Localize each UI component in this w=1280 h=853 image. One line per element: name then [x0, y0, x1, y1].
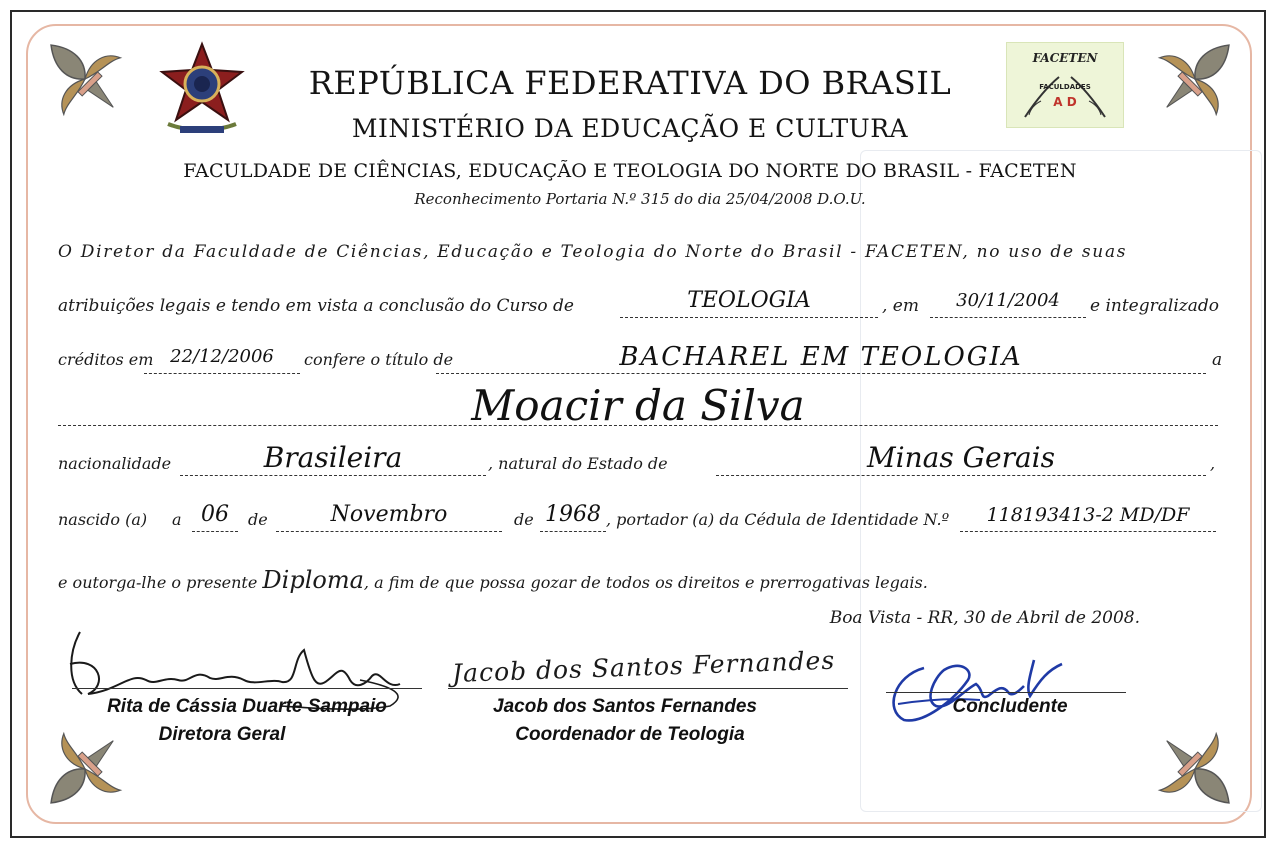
nationality-value: Brasileira: [263, 441, 403, 474]
degree-title-value: BACHAREL EM TEOLOGIA: [619, 342, 1023, 372]
course-value: TEOLOGIA: [687, 288, 811, 313]
state-field: [716, 442, 1206, 476]
id-number-field: [960, 502, 1216, 532]
born-label: nascido (a): [58, 510, 148, 529]
born-de-label-2: de: [514, 510, 534, 529]
body-line-3-mid: confere o título de: [304, 350, 454, 369]
birth-month-value: Novembro: [330, 502, 448, 527]
coordinator-role: Coordenador de Teologia: [515, 724, 745, 745]
body-line-5-suffix: ,: [1210, 454, 1216, 473]
birth-day-value: 06: [201, 502, 229, 527]
fleur-de-lis-icon: [1140, 24, 1250, 134]
ministry-title: MINISTÉRIO DA EDUCAÇÃO E CULTURA: [351, 114, 909, 143]
birth-year-field: [540, 502, 606, 532]
graduate-signature-line: [886, 692, 1126, 693]
body-line-5-mid: , natural do Estado de: [488, 454, 668, 473]
body-line-2-mid: , em: [882, 296, 919, 316]
state-value: Minas Gerais: [867, 441, 1055, 474]
body-line-5-prefix: nacionalidade: [58, 454, 172, 473]
conclusion-date-field: [930, 288, 1086, 318]
coordinator-signature-line: [448, 688, 848, 689]
birth-year-value: 1968: [545, 502, 601, 527]
nationality-field: [180, 442, 486, 476]
birth-month-field: [276, 502, 502, 532]
body-line-7-suffix: , a fim de que possa gozar de todos os direitos e prerrogativas legais.: [363, 573, 928, 592]
body-line-2-suffix: e integralizado: [1090, 296, 1219, 316]
graduate-role: Concludente: [952, 696, 1068, 717]
graduate-name-value: Moacir da Silva: [471, 381, 805, 430]
body-line-1: O Diretor da Faculdade de Ciências, Educação e Teologia do Norte do Brasil - FACETEN, no uso de suas: [58, 242, 1128, 262]
seal-letters: A D: [1053, 95, 1077, 109]
credits-date-value: 22/12/2006: [170, 346, 274, 367]
faceten-seal: [1006, 42, 1124, 128]
director-signature-line: [72, 688, 422, 689]
credits-date-field: [144, 344, 300, 374]
body-line-2-prefix: atribuições legais e tendo em vista a conclusão do Curso de: [58, 296, 574, 316]
birth-day-field: [192, 502, 238, 532]
coat-of-arms-icon: [158, 40, 246, 136]
coordinator-name: Jacob dos Santos Fernandes: [493, 696, 757, 717]
diploma-word: Diploma: [262, 566, 364, 594]
seal-top-text: FACETEN: [1032, 51, 1098, 65]
born-de-label-1: de: [248, 510, 268, 529]
director-name: Rita de Cássia Duarte Sampaio: [107, 696, 387, 717]
conclusion-date-value: 30/11/2004: [956, 290, 1060, 311]
course-field: [620, 288, 878, 318]
coordinator-signature: Jacob dos Santos Fernandes: [451, 645, 836, 688]
fleur-de-lis-icon: [1140, 714, 1250, 824]
republic-title: REPÚBLICA FEDERATIVA DO BRASIL: [308, 64, 952, 102]
graduate-name-field: [58, 381, 1218, 430]
seal-mid-text: FACULDADES: [1039, 83, 1091, 91]
body-line-3-prefix: créditos em: [58, 350, 154, 369]
born-a-label: a: [172, 510, 182, 529]
body-line-7-prefix: e outorga-lhe o presente: [58, 573, 258, 592]
recognition-line: Reconhecimento Portaria N.º 315 do dia 25/04/2008 D.O.U.: [414, 190, 866, 208]
body-line-3-suffix: a: [1212, 350, 1223, 370]
body-line-7: [58, 566, 928, 594]
id-label: , portador (a) da Cédula de Identidade N.º: [606, 510, 950, 529]
institution-title: FACULDADE DE CIÊNCIAS, EDUCAÇÃO E TEOLOGIA DO NORTE DO BRASIL - FACETEN: [183, 160, 1077, 182]
director-role: Diretora Geral: [158, 724, 286, 745]
place-date: Boa Vista - RR, 30 de Abril de 2008.: [829, 608, 1140, 628]
fleur-de-lis-icon: [30, 24, 140, 134]
id-number-value: 118193413-2 MD/DF: [986, 504, 1190, 526]
degree-title-field: [436, 342, 1206, 374]
